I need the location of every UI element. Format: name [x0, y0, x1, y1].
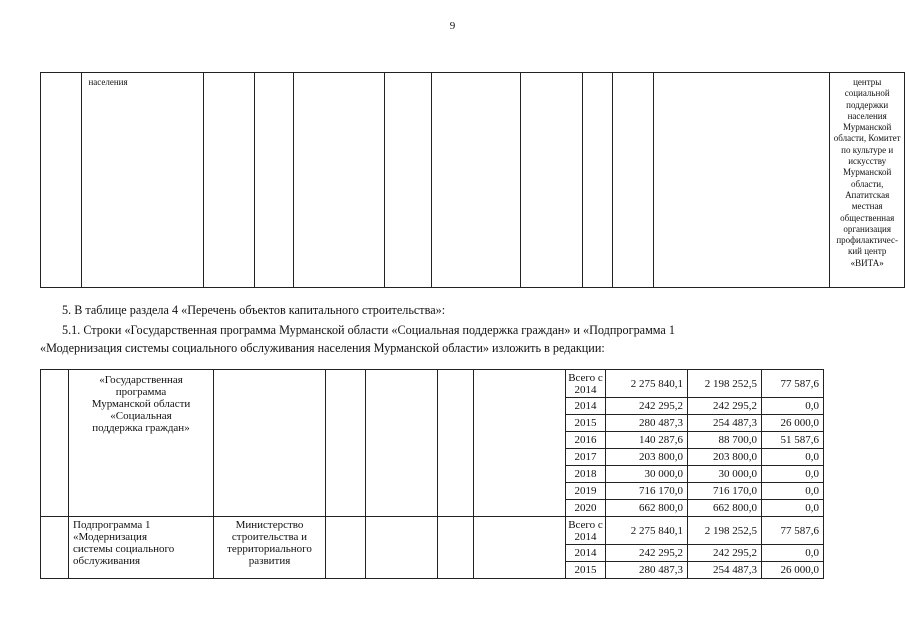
total-cell: 716 170,0	[606, 483, 688, 500]
row-number-cell	[41, 370, 69, 517]
executor-line: Апатитская	[845, 189, 890, 200]
executor-line: профилактичес-	[836, 235, 899, 246]
executor-text	[830, 73, 904, 269]
total-cell: 2 275 840,1	[606, 517, 688, 545]
object-name-cell	[69, 517, 214, 579]
top-cell-empty	[654, 73, 830, 288]
executor-line: населения	[847, 110, 887, 121]
total-cell: 140 287,6	[606, 432, 688, 449]
object-name-line: «Модернизация	[73, 531, 148, 543]
regional-cell: 662 800,0	[688, 500, 762, 517]
year-cell: 2020	[566, 500, 606, 517]
top-cell-empty	[254, 73, 294, 288]
year-cell: 2019	[566, 483, 606, 500]
executor-line: центры	[853, 77, 882, 87]
total-cell: 203 800,0	[606, 449, 688, 466]
federal-cell: 0,0	[762, 545, 824, 562]
table-row	[41, 517, 824, 545]
regional-cell: 716 170,0	[688, 483, 762, 500]
regional-cell: 242 295,2	[688, 398, 762, 415]
year-cell: 2015	[566, 562, 606, 579]
federal-cell: 77 587,6	[762, 517, 824, 545]
top-cell-executor	[830, 73, 905, 288]
object-name-line: программа	[115, 386, 167, 398]
total-cell: 662 800,0	[606, 500, 688, 517]
executor-line: Мурманской	[843, 122, 892, 133]
executor-line: области,	[851, 178, 884, 189]
year-cell: Всего с 2014	[566, 517, 606, 545]
paragraph-1: 5. В таблице раздела 4 «Перечень объектов капитального строительства»:	[62, 303, 446, 317]
total-cell: 30 000,0	[606, 466, 688, 483]
federal-cell: 51 587,6	[762, 432, 824, 449]
empty-cell	[438, 517, 474, 579]
top-table	[40, 72, 905, 288]
executor-line: «ВИТА»	[850, 257, 884, 268]
total-cell: 2 275 840,1	[606, 370, 688, 398]
total-cell: 242 295,2	[606, 398, 688, 415]
executor-line: кий центр	[847, 246, 887, 257]
federal-cell: 0,0	[762, 483, 824, 500]
responsible-line: строительства и	[231, 531, 308, 543]
regional-cell: 88 700,0	[688, 432, 762, 449]
regional-cell: 254 487,3	[688, 562, 762, 579]
federal-cell: 26 000,0	[762, 562, 824, 579]
top-cell-empty	[582, 73, 612, 288]
federal-cell: 26 000,0	[762, 415, 824, 432]
top-cell-empty	[612, 73, 653, 288]
year-cell: 2017	[566, 449, 606, 466]
table-row	[41, 370, 824, 398]
responsible-line: развития	[248, 555, 291, 567]
year-cell: 2018	[566, 466, 606, 483]
executor-line: местная	[851, 201, 883, 212]
empty-cell	[326, 370, 366, 517]
paragraph-3: «Модернизация системы социального обслуживания населения Мурманской области» изложить в редакции:	[40, 341, 605, 355]
responsible-line: территориального	[227, 543, 312, 555]
top-cell-empty	[520, 73, 582, 288]
object-name-line: «Социальная	[110, 410, 172, 422]
top-cell-empty	[294, 73, 384, 288]
empty-cell	[474, 370, 566, 517]
object-name-line: Подпрограмма 1	[73, 519, 151, 531]
executor-line: поддержки	[846, 99, 889, 110]
paragraph-2: 5.1. Строки «Государственная программа Мурманской области «Социальная поддержка граждан» и «Подпрограмма 1	[62, 323, 675, 337]
executor-line: искусству	[848, 156, 887, 167]
regional-cell: 2 198 252,5	[688, 370, 762, 398]
responsible-line: Министерство	[235, 519, 304, 531]
empty-cell	[474, 517, 566, 579]
top-cell-name: населения	[82, 73, 204, 288]
object-name-line: системы социального	[73, 543, 175, 555]
executor-line: области, Комитет	[833, 133, 901, 144]
total-cell: 280 487,3	[606, 415, 688, 432]
object-name-line: поддержка граждан»	[92, 422, 190, 434]
federal-cell: 0,0	[762, 466, 824, 483]
year-cell: 2014	[566, 398, 606, 415]
regional-cell: 203 800,0	[688, 449, 762, 466]
executor-line: общественная	[840, 212, 895, 223]
federal-cell: 77 587,6	[762, 370, 824, 398]
regional-cell: 30 000,0	[688, 466, 762, 483]
top-cell-empty	[431, 73, 520, 288]
object-name-line: обслуживания	[73, 555, 141, 567]
executor-line: социальной	[844, 88, 890, 99]
top-cell-empty	[204, 73, 255, 288]
regional-cell: 2 198 252,5	[688, 517, 762, 545]
object-name-cell	[69, 370, 214, 517]
object-name-line: «Государственная	[99, 374, 183, 386]
executor-line: организация	[843, 223, 892, 234]
top-cell-empty	[384, 73, 431, 288]
year-cell: 2014	[566, 545, 606, 562]
federal-cell: 0,0	[762, 398, 824, 415]
executor-line: по культуре и	[841, 144, 894, 155]
total-cell: 242 295,2	[606, 545, 688, 562]
responsible-cell	[214, 517, 326, 579]
empty-cell	[366, 517, 438, 579]
year-cell: 2015	[566, 415, 606, 432]
total-cell: 280 487,3	[606, 562, 688, 579]
year-cell: Всего с 2014	[566, 370, 606, 398]
capital-construction-table	[40, 369, 824, 579]
empty-cell	[438, 370, 474, 517]
object-name-line: Мурманской области	[91, 398, 191, 410]
empty-cell	[366, 370, 438, 517]
federal-cell: 0,0	[762, 500, 824, 517]
regional-cell: 242 295,2	[688, 545, 762, 562]
regional-cell: 254 487,3	[688, 415, 762, 432]
top-cell-num	[41, 73, 82, 288]
row-number-cell	[41, 517, 69, 579]
page-number: 9	[449, 20, 456, 32]
executor-line: Мурманской	[843, 167, 892, 178]
empty-cell	[326, 517, 366, 579]
year-cell: 2016	[566, 432, 606, 449]
responsible-cell	[214, 370, 326, 517]
federal-cell: 0,0	[762, 449, 824, 466]
